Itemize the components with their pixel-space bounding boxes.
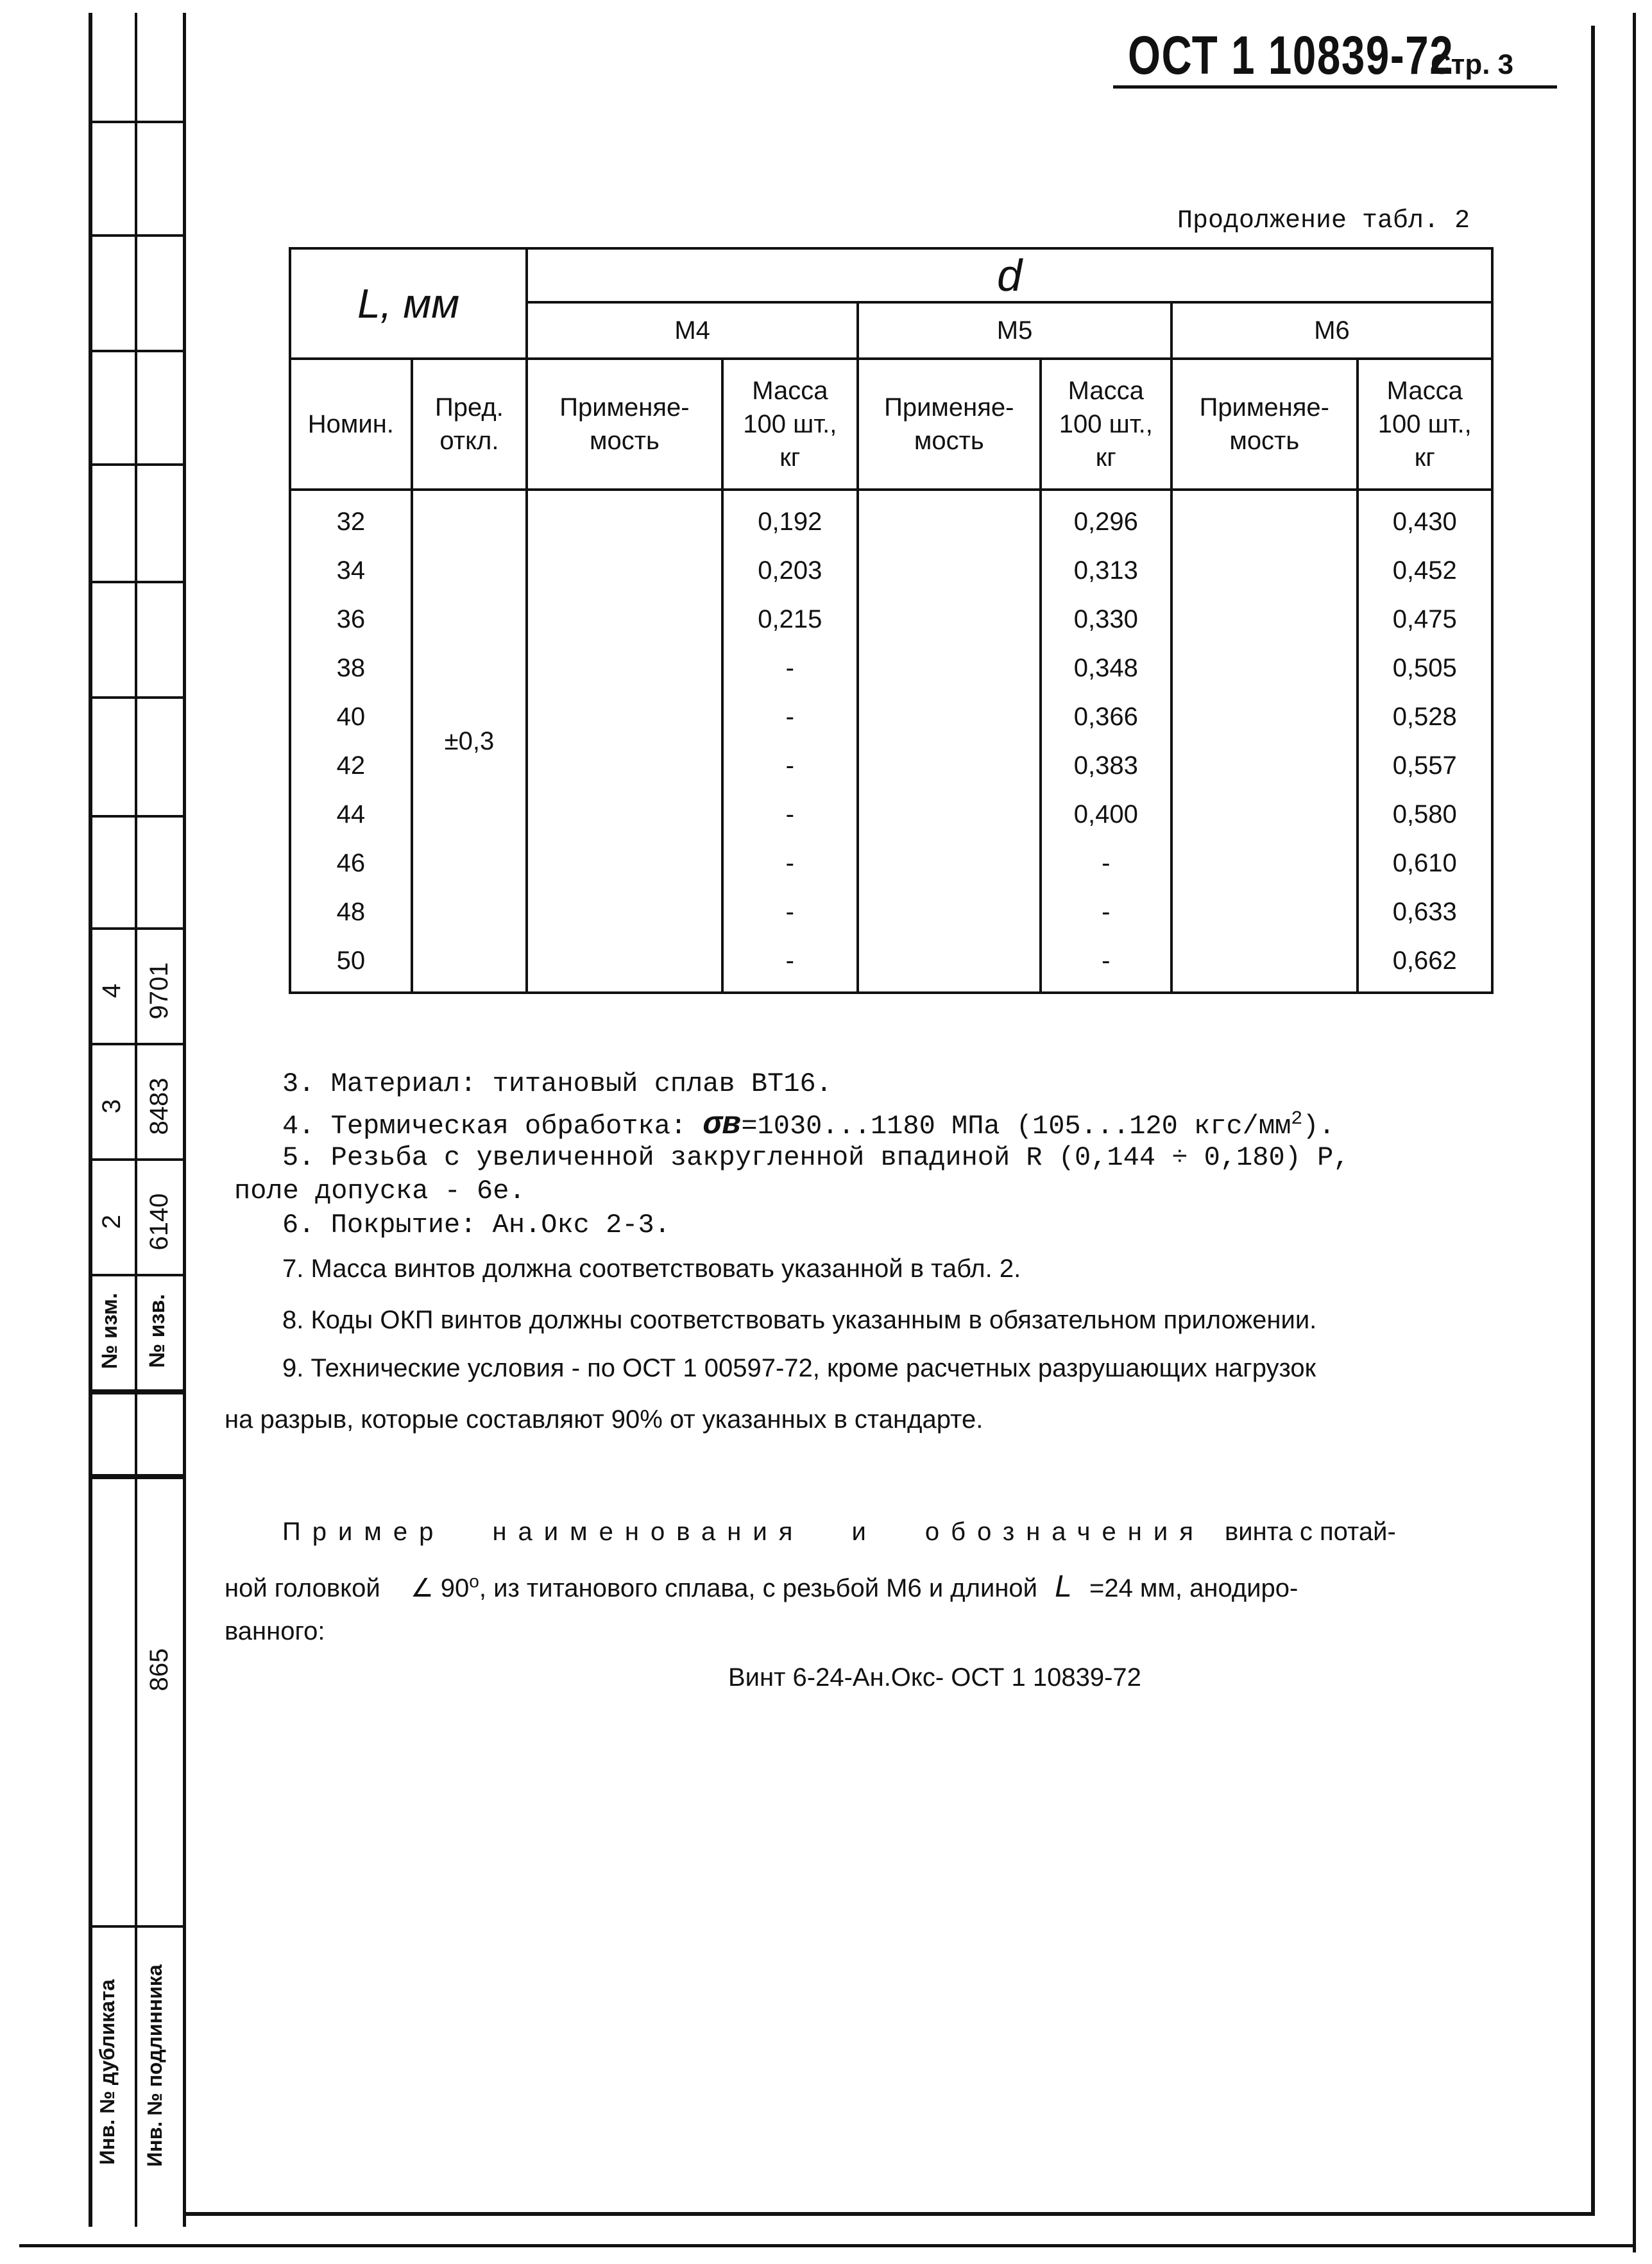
right-border: [1591, 26, 1595, 2214]
applicability-line1: Применяе-: [1199, 393, 1329, 422]
note-material: 3. Материал: титановый сплав ВТ16.: [282, 1068, 832, 1099]
mass-value: 0,528: [1392, 703, 1457, 731]
left-inner-border: [183, 13, 186, 2227]
nominal-value: 32: [336, 508, 366, 536]
mass-value: -: [1102, 947, 1111, 975]
mass-line3: кг: [779, 443, 801, 472]
example-intro: [282, 1518, 1396, 1547]
example-line2: [225, 1569, 1298, 1604]
mass-value: 0,430: [1392, 508, 1457, 536]
note-mass: 7. Масса винтов должна соответствовать указанной в табл. 2.: [282, 1255, 1021, 1283]
example-designation: Винт 6-24-Ан.Окс- ОСТ 1 10839-72: [728, 1663, 1141, 1692]
mass-value: 0,580: [1392, 800, 1457, 828]
mass-value: -: [785, 654, 794, 682]
mass-value: 0,330: [1073, 605, 1138, 633]
mass-line3: кг: [1414, 443, 1435, 472]
applicability-line1: Применяе-: [884, 393, 1014, 422]
mass-value: 0,296: [1073, 508, 1138, 536]
mass-value: 0,215: [758, 605, 822, 633]
inventory-duplicate-value: 865: [145, 1648, 173, 1692]
mass-value: 0,383: [1073, 751, 1138, 780]
mass-value: 0,557: [1392, 751, 1457, 780]
header-mass-m4: [722, 359, 858, 490]
mass-value: 0,348: [1073, 654, 1138, 682]
example-line2-a: ной головкой: [225, 1574, 380, 1602]
tolerance-value: ±0,3: [444, 726, 495, 755]
header-applicability-m5: [858, 359, 1041, 490]
table-caption: Продолжение табл. 2: [1177, 207, 1470, 236]
applicability-line2: мость: [589, 427, 660, 455]
nominal-value: 36: [336, 605, 366, 633]
mass-value: 0,203: [758, 556, 822, 585]
nominal-value: 42: [336, 751, 366, 780]
mass-value: -: [785, 751, 794, 780]
label-inventory-original: Инв. № подлинника: [143, 1964, 166, 2167]
header-applicability-m4: [527, 359, 722, 490]
nominal-value: 38: [336, 654, 366, 682]
margin-divider: [89, 696, 185, 699]
mass-value: 0,452: [1392, 556, 1457, 585]
mass-value: -: [1102, 849, 1111, 877]
margin-divider: [89, 463, 185, 466]
nominal-value: 40: [336, 703, 366, 731]
label-inventory-duplicate: Инв. № дубликата: [96, 1979, 119, 2165]
mass-line2: 100 шт.,: [1059, 410, 1153, 438]
column-applicability-m4: [527, 490, 722, 993]
mass-value: 0,475: [1392, 605, 1457, 633]
nominal-value: 34: [336, 556, 366, 585]
mass-line1: Масса: [1068, 377, 1144, 405]
column-nominal: [290, 490, 412, 993]
mass-value: 0,366: [1073, 703, 1138, 731]
header-tolerance-line1: Пред.: [435, 393, 504, 422]
margin-divider: [89, 121, 185, 123]
margin-divider: [89, 927, 185, 930]
column-mass-m4: [722, 490, 858, 993]
revision-number: 4: [98, 983, 126, 999]
header-diameter: d: [527, 248, 1492, 302]
mass-value: 0,313: [1073, 556, 1138, 585]
margin-divider: [89, 815, 185, 818]
mass-value: 0,633: [1392, 898, 1457, 926]
mass-line2: 100 шт.,: [1377, 410, 1472, 438]
label-change-number: № изм.: [98, 1292, 122, 1369]
example-line2-c: =24 мм, анодиро-: [1089, 1574, 1299, 1602]
sigma-symbol: σв: [703, 1107, 742, 1144]
column-tolerance: [412, 490, 527, 993]
nominal-value: 50: [336, 947, 366, 975]
note-thread: 5. Резьба с увеличенной закругленной впадиной R (0,144 ÷ 0,180) P,: [282, 1142, 1350, 1173]
mass-line2: 100 шт.,: [743, 410, 837, 438]
mass-line3: кг: [1095, 443, 1116, 472]
example-line3: ванного:: [225, 1617, 325, 1645]
mass-value: -: [785, 898, 794, 926]
note-thread-tolerance: поле допуска - 6е.: [234, 1176, 525, 1206]
bottom-border: [185, 2212, 1595, 2216]
header-tolerance: [412, 359, 527, 490]
mass-value: 0,505: [1392, 654, 1457, 682]
header-mass-m6: [1358, 359, 1493, 490]
margin-divider: [89, 1158, 185, 1161]
revision-notice: 8483: [145, 1077, 173, 1135]
header-mass-m5: [1041, 359, 1171, 490]
nominal-value: 46: [336, 849, 366, 877]
header-size-m6: М6: [1171, 302, 1492, 359]
header-nominal: Номин.: [290, 359, 412, 490]
header-applicability-m6: [1171, 359, 1357, 490]
note-heat-treatment: [282, 1107, 1335, 1144]
applicability-line1: Применяе-: [559, 393, 690, 422]
margin-divider: [89, 234, 185, 237]
heat-treatment-label: 4. Термическая обработка:: [282, 1111, 687, 1142]
note-coating: 6. Покрытие: Ан.Окс 2-3.: [282, 1210, 670, 1240]
heat-treatment-end: ).: [1302, 1111, 1335, 1142]
mass-value: 0,192: [758, 508, 822, 536]
mass-line1: Масса: [1386, 377, 1463, 405]
header-underline: [1113, 85, 1557, 89]
bottom-outer-border: [19, 2244, 1636, 2247]
margin-divider: [89, 1274, 185, 1276]
column-mass-m5: [1041, 490, 1171, 993]
document-code: ОСТ 1 10839-72: [1128, 25, 1454, 85]
column-applicability-m5: [858, 490, 1041, 993]
label-notice-number: № изв.: [145, 1294, 169, 1368]
mass-value: -: [785, 800, 794, 828]
margin-divider: [89, 1925, 185, 1928]
applicability-line2: мость: [914, 427, 984, 455]
superscript: 2: [1291, 1108, 1303, 1130]
mass-value: -: [1102, 898, 1111, 926]
header-length: [290, 248, 527, 359]
left-outer-border: [89, 13, 92, 2227]
example-angle: ∠ 90: [410, 1574, 470, 1602]
mass-value: 0,662: [1392, 947, 1457, 975]
header-size-m4: М4: [527, 302, 858, 359]
nominal-value: 44: [336, 800, 366, 828]
column-applicability-m6: [1171, 490, 1357, 993]
degree-sign: о: [469, 1571, 479, 1591]
mass-line1: Масса: [752, 377, 828, 405]
margin-divider: [89, 1043, 185, 1045]
margin-divider-thick: [89, 1389, 185, 1394]
note-technical-conditions: 9. Технические условия - по ОСТ 1 00597-72, кроме расчетных разрушающих нагрузок: [282, 1354, 1316, 1382]
header-size-m5: М5: [858, 302, 1171, 359]
note-technical-conditions-cont: на разрыв, которые составляют 90% от указанных в стандарте.: [225, 1405, 984, 1434]
mass-value: -: [785, 849, 794, 877]
revision-number: 2: [98, 1214, 126, 1230]
mass-value: 0,610: [1392, 849, 1457, 877]
right-outer-border: [1633, 13, 1636, 2252]
heat-treatment-value: =1030...1180 МПа (105...120 кгс/мм: [741, 1111, 1291, 1142]
revision-notice: 9701: [145, 962, 173, 1020]
table-body-row: [290, 490, 1492, 993]
example-line1-rest: винта с потай-: [1224, 1518, 1396, 1546]
example-line2-b: , из титанового сплава, с резьбой М6 и длиной: [479, 1574, 1038, 1602]
applicability-line2: мость: [1229, 427, 1300, 455]
page-number: Стр. 3: [1431, 49, 1514, 80]
column-mass-m6: [1358, 490, 1493, 993]
dimensions-table: [289, 247, 1494, 994]
note-okp-codes: 8. Коды ОКП винтов должны соответствовать указанным в обязательном приложении.: [282, 1306, 1317, 1334]
mass-value: 0,400: [1073, 800, 1138, 828]
nominal-value: 48: [336, 898, 366, 926]
margin-divider: [89, 581, 185, 583]
left-column-divider: [135, 13, 137, 2227]
header-tolerance-line2: откл.: [439, 427, 499, 455]
mass-value: -: [785, 703, 794, 731]
margin-divider-thick: [89, 1474, 185, 1479]
example-length-symbol: L: [1055, 1570, 1072, 1604]
length-symbol: L, мм: [357, 280, 460, 327]
revision-notice: 6140: [145, 1193, 173, 1251]
revision-number: 3: [98, 1099, 126, 1114]
example-spaced-words: Пример наименования и обозначения: [282, 1518, 1205, 1546]
margin-divider: [89, 350, 185, 352]
mass-value: -: [785, 947, 794, 975]
